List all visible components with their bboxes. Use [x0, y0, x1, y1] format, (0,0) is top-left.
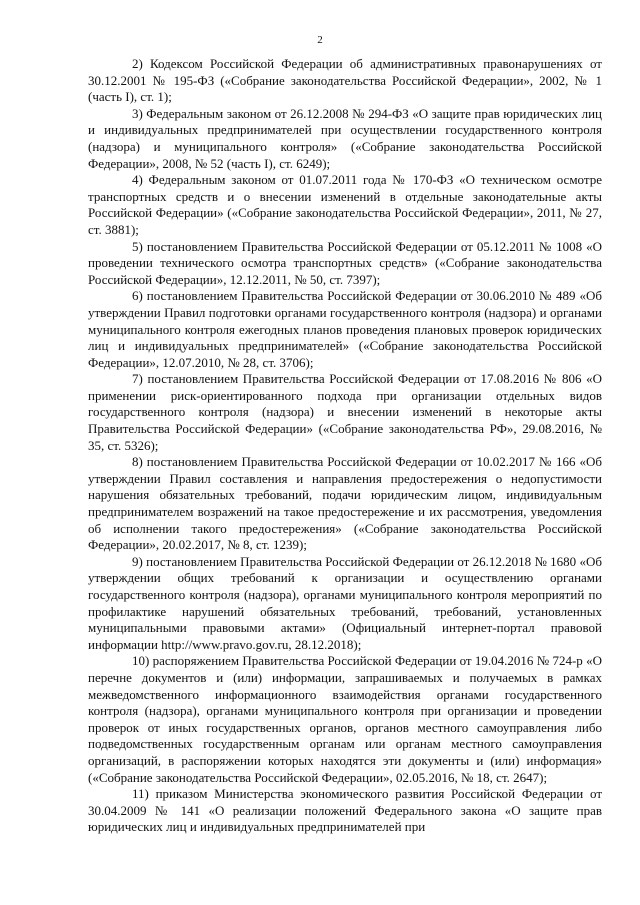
- list-item-5: 5) постановлением Правительства Российской Федерации от 05.12.2011 № 1008 «О проведении технического осмотра транспортных средств» («Собрание законодательства Российской Федерации», 12.12.2011, № 50, ст. 7397);: [88, 238, 602, 287]
- list-item-4: 4) Федеральным законом от 01.07.2011 года № 170-ФЗ «О техническом осмотре транспортных средств и о внесении изменений в отдельные законодательные акты Российской Федерации» («Собрание законодательства Российской Федерации», 2011, № 27, ст. 3881);: [88, 172, 602, 237]
- list-item-11: 11) приказом Министерства экономического развития Российской Федерации от 30.04.2009 № 141 «О реализации положений Федерального закона «О защите прав юридических лиц и индивидуальных предпринимателей при: [88, 786, 602, 835]
- list-item-6: 6) постановлением Правительства Российской Федерации от 30.06.2010 № 489 «Об утверждении Правил подготовки органами государственного контроля (надзора) и органами муниципального контроля ежегодных планов проведения плановых проверок юридических лиц и индивидуальных предпринимателей» («Собрание законодательства Российской Федерации», 12.07.2010, № 28, ст. 3706);: [88, 288, 602, 370]
- page-number: 2: [317, 34, 323, 46]
- list-item-2: 2) Кодексом Российской Федерации об административных правонарушениях от 30.12.2001 № 195-ФЗ («Собрание законодательства Российской Федерации», 2002, № 1 (часть I), ст. 1);: [88, 56, 602, 105]
- list-item-9: 9) постановлением Правительства Российской Федерации от 26.12.2018 № 1680 «Об утверждении общих требований к организации и осуществлению органами государственного контроля (надзора), органами муниципального контроля мероприятий по профилактике нарушений обязательных требований, требований, установленных муниципальными правовыми актами» (Официальный интернет-портал правовой информации http://www.pravo.gov.ru, 28.12.2018);: [88, 553, 602, 652]
- document-body: [88, 56, 602, 836]
- list-item-7: 7) постановлением Правительства Российской Федерации от 17.08.2016 № 806 «О применении риск-ориентированного подхода при организации отдельных видов государственного контроля (надзора) и внесении изменений в некоторые акты Правительства Российской Федерации» («Собрание законодательства РФ», 29.08.2016, № 35, ст. 5326);: [88, 371, 602, 453]
- list-item-10: 10) распоряжением Правительства Российской Федерации от 19.04.2016 № 724-р «О перечне документов и (или) информации, запрашиваемых и получаемых в рамках межведомственного информационного взаимодействия органами государственного контроля (надзора), органами муниципального контроля при организации и проведении проверок от иных государственных органов, органов местного самоуправления либо подведомственных государственным органам или органам местного самоуправления организаций, в распоряжении которых находятся эти документы и (или) информация» («Собрание законодательства Российской Федерации», 02.05.2016, № 18, ст. 2647);: [88, 653, 602, 785]
- list-item-8: 8) постановлением Правительства Российской Федерации от 10.02.2017 № 166 «Об утверждении Правил составления и направления предостережения о недопустимости нарушения обязательных требований, подачи юридическим лицом, индивидуальным предпринимателем возражений на такое предостережение и их рассмотрения, уведомления об исполнении такого предостережения» («Собрание законодательства Российской Федерации», 20.02.2017, № 8, ст. 1239);: [88, 454, 602, 553]
- list-item-3: 3) Федеральным законом от 26.12.2008 № 294-ФЗ «О защите прав юридических лиц и индивидуальных предпринимателей при осуществлении государственного контроля (надзора) и муниципального контроля» («Собрание законодательства Российской Федерации», 2008, № 52 (часть I), ст. 6249);: [88, 105, 602, 171]
